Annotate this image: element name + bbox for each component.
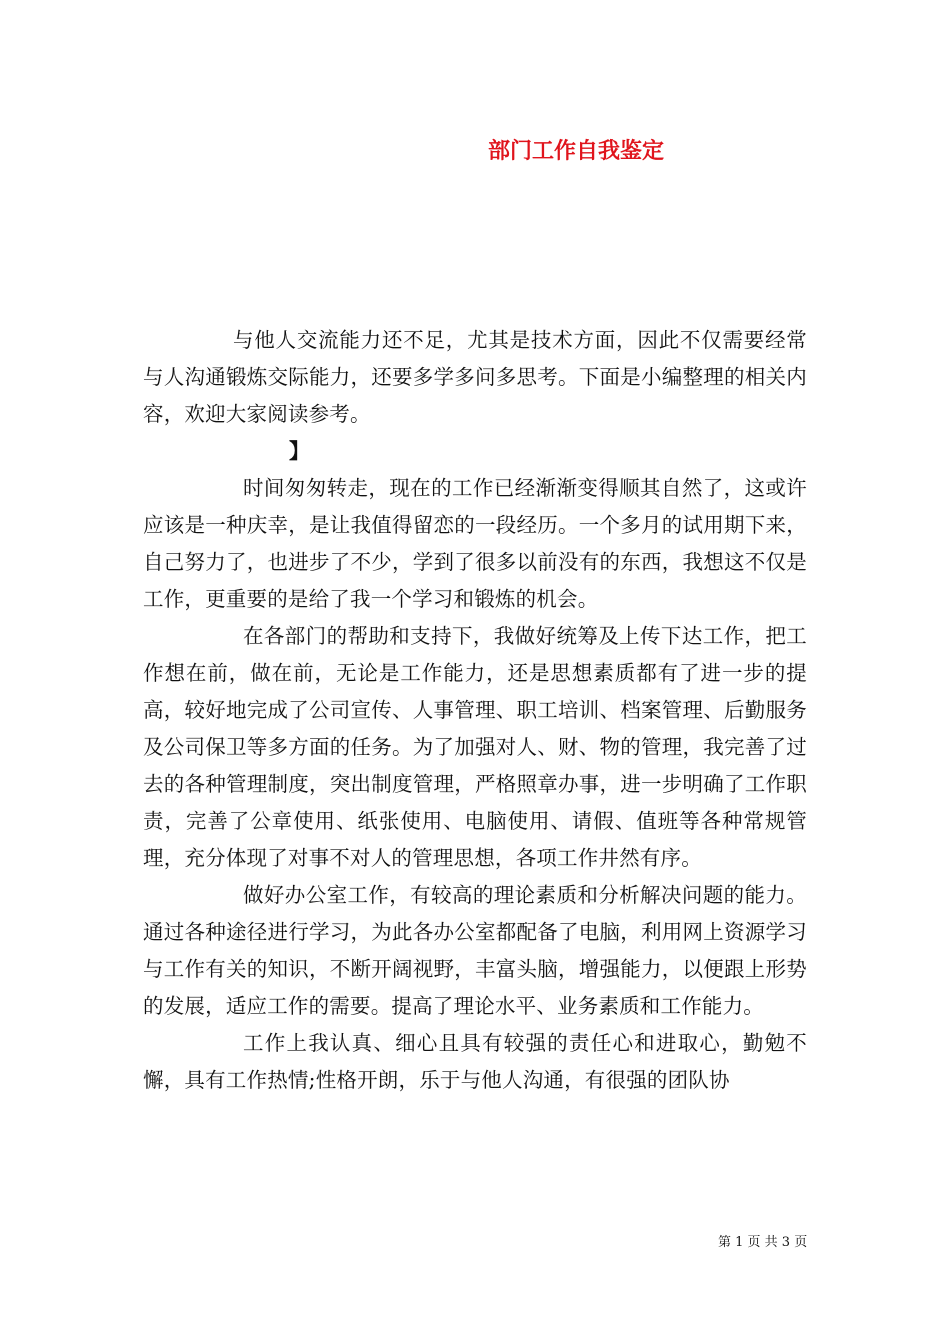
document-title: 部门工作自我鉴定 — [488, 138, 665, 164]
document-body — [143, 322, 807, 1099]
body-paragraph-1: 时间匆匆转走，现在的工作已经渐渐变得顺其自然了，这或许应该是一种庆幸，是让我值得留恋的一段经历。一个多月的试用期下来，自己努力了，也进步了不少，学到了很多以前没有的东西，我想这不仅是工作，更重要的是给了我一个学习和锻炼的机会。 — [143, 476, 807, 611]
body-paragraph-3: 做好办公室工作，有较高的理论素质和分析解决问题的能力。通过各种途径进行学习，为此各办公室都配备了电脑，利用网上资源学习与工作有关的知识，不断开阔视野，丰富头脑，增强能力，以便跟上形势的发展，适应工作的需要。提高了理论水平、业务素质和工作能力。 — [143, 883, 807, 1018]
bracket-mark: 】 — [289, 439, 310, 463]
body-paragraph-4: 工作上我认真、细心且具有较强的责任心和进取心，勤勉不懈，具有工作热情;性格开朗，乐于与他人沟通，有很强的团队协 — [143, 1031, 807, 1092]
page-footer: 第 1 页 共 3 页 — [718, 1235, 808, 1250]
body-paragraph-2: 在各部门的帮助和支持下，我做好统筹及上传下达工作，把工作想在前，做在前，无论是工作能力，还是思想素质都有了进一步的提高，较好地完成了公司宣传、人事管理、职工培训、档案管理、后勤服务及公司保卫等多方面的任务。为了加强对人、财、物的管理，我完善了过去的各种管理制度，突出制度管理，严格照章办事，进一步明确了工作职责，完善了公章使用、纸张使用、电脑使用、请假、值班等各种常规管理，充分体现了对事不对人的管理思想，各项工作井然有序。 — [143, 624, 807, 870]
intro-paragraph: 与他人交流能力还不足，尤其是技术方面，因此不仅需要经常与人沟通锻炼交际能力，还要多学多问多思考。下面是小编整理的相关内容，欢迎大家阅读参考。 — [143, 328, 807, 426]
